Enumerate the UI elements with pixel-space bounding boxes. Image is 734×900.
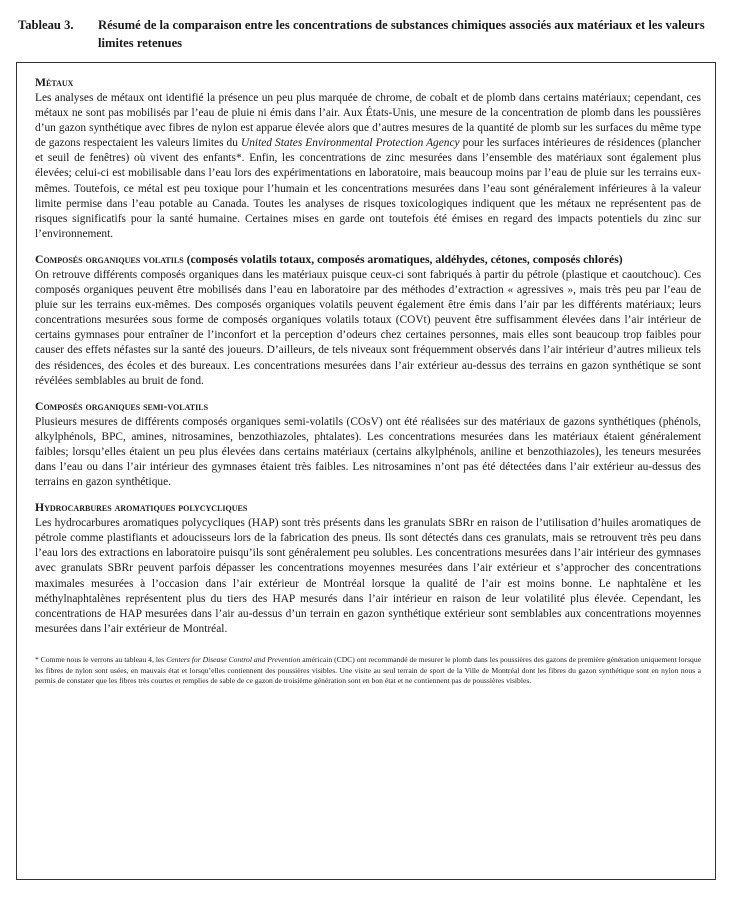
section-heading [35,252,701,267]
section-heading [35,75,701,90]
table-label: Tableau 3. [18,18,74,32]
table-caption [18,16,718,52]
paragraph-text: * Comme nous le verrons au tableau 4, les [35,654,167,664]
paragraph-text: Les hydrocarbures aromatiques polycycliques (HAP) sont très présents dans les granulats SBRr en raison de l’utilisation d’huiles aromatiques de pétrole comme plastifiants et adoucisseurs lors de la fabrication des pneus. Ils sont détectés dans ces granulats, mais se retrouvent très peu dans l’eau lors des extractions en laboratoire puisqu’ils sont généralement peu solubles. Les concentrations mesurées dans l’air intérieur des gymnases avec granulats SBRr peuvent parfois dépasser les concentrations moyennes mesurées dans l’air extérieur et s’approcher des concentrations maximales mesurées à l’occasion dans l’air extérieur de Montréal lorsque la qualité de l’air est moins bonne. Le naphtalène et les méthylnaphtalènes représentent plus du tiers des HAP mesurés dans l’air intérieur en raison de leur volatilité plus élevée. Cependant, les concentrations de HAP mesurées dans l’air au-dessus d’un terrain en gazon synthétique extérieur sont semblables aux concentrations moyennes mesurées dans l’air extérieur de Montréal. [35,517,701,635]
heading-subtext: (composés volatils totaux, composés aromatiques, aldéhydes, cétones, composés chlorés) [183,252,623,266]
paragraph-text: pour les surfaces intérieures de résidences (plancher et seuil de fenêtres) où vivent des enfants*. Enfin, les concentrations de zinc mesurées dans l’ensemble des matériaux sont également plus élevées; celui-ci est mobilisable dans l’eau lors des expérimentations en laboratoire, mais beaucoup moins par l’eau de pluie sur les terrains eux-mêmes. Toutefois, ce métal est peu toxique pour l’humain et les concentrations mesurées dans l’eau sont généralement inférieures à la valeur limite permise dans l’eau potable au Canada. Toutes les analyses de risques toxicologiques indiquent que les métaux ne représentent pas de risques significatifs pour la santé humaine. Certaines mises en garde ont toutefois été émises en regard des impacts potentiels du zinc sur l’environnement. [35,137,701,240]
italic-text: United States Environmental Protection Agency [241,137,460,150]
section-heading [35,399,701,414]
section-pah [35,500,701,637]
paragraph-text: Plusieurs mesures de différents composés organiques semi-volatils (COsV) ont été réalisées sur des matériaux de gazons synthétiques (phénols, alkylphénols, BPC, amines, nitrosamines, benzothiazoles, phtalates). Les concentrations mesurées dans les matériaux étaient généralement faibles; lorsqu’elles étaient un peu plus élevées dans certains matériaux (certains alkylphénols, aniline et benzothiazoles), les teneurs mesurées dans l’eau ou dans l’air intérieur des gymnases étaient très faibles. Les nitrosamines n’ont pas été détectées dans l’air extérieur au-dessus des terrains en gazon synthétique. [35,415,701,489]
footnote [35,655,701,687]
section-body [35,516,701,637]
heading-text: Métaux [35,76,74,89]
table-title: Résumé de la comparaison entre les concentrations de substances chimiques associés aux matériaux et les valeurs limites retenues [98,18,705,50]
section-body [35,268,701,389]
section-metals [35,75,701,242]
section-body [35,91,701,242]
paragraph-text: Les analyses de métaux ont identifié la présence un peu plus marquée de chrome, de cobalt et de plomb dans certains matériaux; cependant, ces métaux ne sont pas mobilisés par l’eau de pluie ni émis dans l’air. Aux États-Unis, une mesure de la concentration de plomb dans les poussières d’un gazon synthétique avec fibres de nylon est apparue élevée alors que d’autres mesures de la quantité de plomb sur les surfaces du même type de gazons respectaient les valeurs limites du [35,92,701,150]
paragraph-text: américain (CDC) ont recommandé de mesurer le plomb dans les poussières des gazons de première génération uniquement lorsque les fibres de nylon sont usées, en mauvais état et lorsqu’elles contiennent des poussières visibles. Une visite au seul terrain de sport de la Ville de Montréal dont les fibres du gazon synthétique sont en nylon nous a permis de constater que les fibres très courtes et remplies de sable de ce gazon de troisième génération sont en bon état et ne contiennent pas de poussières visibles. [35,654,701,686]
section-svoc [35,399,701,490]
paragraph-text: On retrouve différents composés organiques dans les matériaux puisque ceux-ci sont fabriqués à partir du pétrole (plastique et caoutchouc). Ces composés organiques peuvent être mobilisés dans l’eau en laboratoire par des méthodes d’extraction « agressives », mais très peu par l’eau de pluie sur les terrains eux-mêmes. Des composés organiques volatils peuvent également être émis dans l’air par les différents matériaux; leurs concentrations mesurées sous forme de composés organiques volatils totaux (COVt) peuvent être suffisamment élevées dans l’air intérieur de certains gymnases pour entraîner de l’inconfort et la perception d’odeurs chez certaines personnes, mais elles sont beaucoup trop faibles pour causer des effets néfastes sur la santé des joueurs. D’ailleurs, de tels niveaux sont fréquemment observés dans l’air intérieur d’autres milieux tels des résidences, des écoles et des bureaux. Les concentrations mesurées dans l’air extérieur au-dessus des terrains en gazon synthétique se sont révélées semblables au bruit de fond. [35,268,701,387]
section-heading [35,500,701,515]
section-voc [35,252,701,389]
heading-text: Hydrocarbures aromatiques polycycliques [35,501,248,515]
italic-text: Centers for Disease Control and Prevention [166,654,301,664]
summary-box [16,62,716,880]
heading-text: Composés organiques volatils [35,252,184,266]
summary-content [35,75,701,694]
section-body [35,415,701,490]
heading-text: Composés organiques semi-volatils [35,399,209,413]
